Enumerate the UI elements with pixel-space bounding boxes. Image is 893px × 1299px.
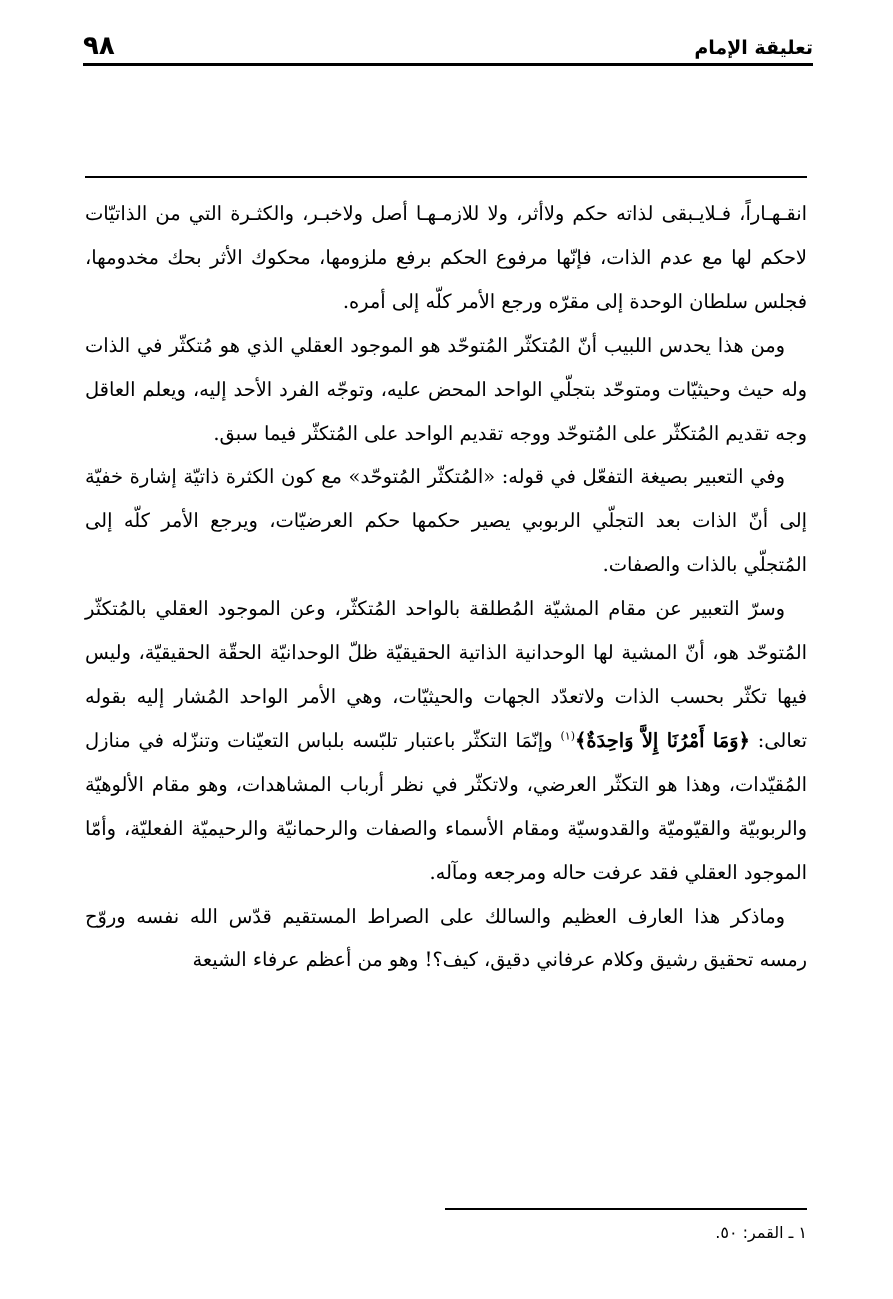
running-title: تعليقة الإمام xyxy=(694,37,813,59)
paragraph-5: وماذكر هذا العارف العظيم والسالك على الصراط المستقيم قدّس الله نفسه وروّح رمسه تحقيق رشيق وكلام عرفاني دقيق، كيف؟! وهو من أعظم عرفاء الشيعة xyxy=(85,904,807,972)
quran-verse: ﴿وَمَا أَمْرُنَا إِلاَّ وَاحِدَةٌ﴾ xyxy=(575,728,750,752)
page-number: ٩٨ xyxy=(83,31,115,61)
paragraph-4 xyxy=(85,587,807,894)
paragraph-3: وفي التعبير بصيغة التفعّل في قوله: «المُتكثّر المُتوحّد» مع كون الكثرة ذاتيّة إشارة خفيّة إلى أنّ الذات بعد التجلّي الربوبي يصير حكمها حكم العرضيّات، ويرجع الأمر كلّه إلى المُتجلّي بالذات والصفات. xyxy=(85,465,807,577)
header-divider xyxy=(85,176,807,178)
footnote-reference: (١) xyxy=(560,729,576,743)
page-header xyxy=(83,30,813,66)
main-text xyxy=(85,192,807,982)
paragraph-1: انقـهـاراً، فـلايـبقى لذاته حكم ولاأثر، ولا للازمـهـا أصل ولاخبـر، والكثـرة التي من الذاتيّات لاحكم لها مع عدم الذات، فإنّها مرفوع الحكم برفع ملزومها، محكوك الأثر بحك مخدومها، فجلس سلطان الوحدة إلى مقرّه ورجع الأمر كلّه إلى أمره. xyxy=(85,202,807,313)
paragraph-4-part-1: وسرّ التعبير عن مقام المشيّة المُطلقة بالواحد المُتكثّر، وعن الموجود العقلي بالمُتكثّر المُتوحّد هو، أنّ المشية لها الوحدانية الذاتية الحقيقيّة ظلّ الوحدانيّة الحقّة الحقيقيّة، وليس فيها تكثّر بحسب الذات ولاتعدّد الجهات والحيثيّات، وهي الأمر الواحد المُشار إليه بقوله تعالى: xyxy=(85,597,808,752)
footnote: ١ ـ القمر: ٥٠. xyxy=(715,1223,807,1242)
paragraph-4-part-2: وإنّمَا التكثّر باعتبار تلبّسه بلباس التعيّنات وتنزّله في منازل المُقيّدات، وهذا هو التكثّر العرضي، ولاتكثّر في نظر أرباب المشاهدات، وهو مقام الألوهيّة والربوبيّة والقيّوميّة والقدوسيّة ومقام الأسماء والصفات والرحمانيّة والرحيميّة الفعليّة، وأمّا الموجود العقلي فقد عرفت حاله ومرجعه ومآله. xyxy=(85,728,807,884)
paragraph-2: ومن هذا يحدس اللبيب أنّ المُتكثّر المُتوحّد هو الموجود العقلي الذي هو مُتكثّر في الذات وله حيث وحيثيّات ومتوحّد بتجلّي الواحد المحض عليه، وتوجّه الفرد الأحد إليه، ويعلم العاقل وجه تقديم المُتكثّر على المُتوحّد ووجه تقديم الواحد على المُتكثّر فيما سبق. xyxy=(85,333,807,445)
footnote-divider xyxy=(445,1208,807,1210)
